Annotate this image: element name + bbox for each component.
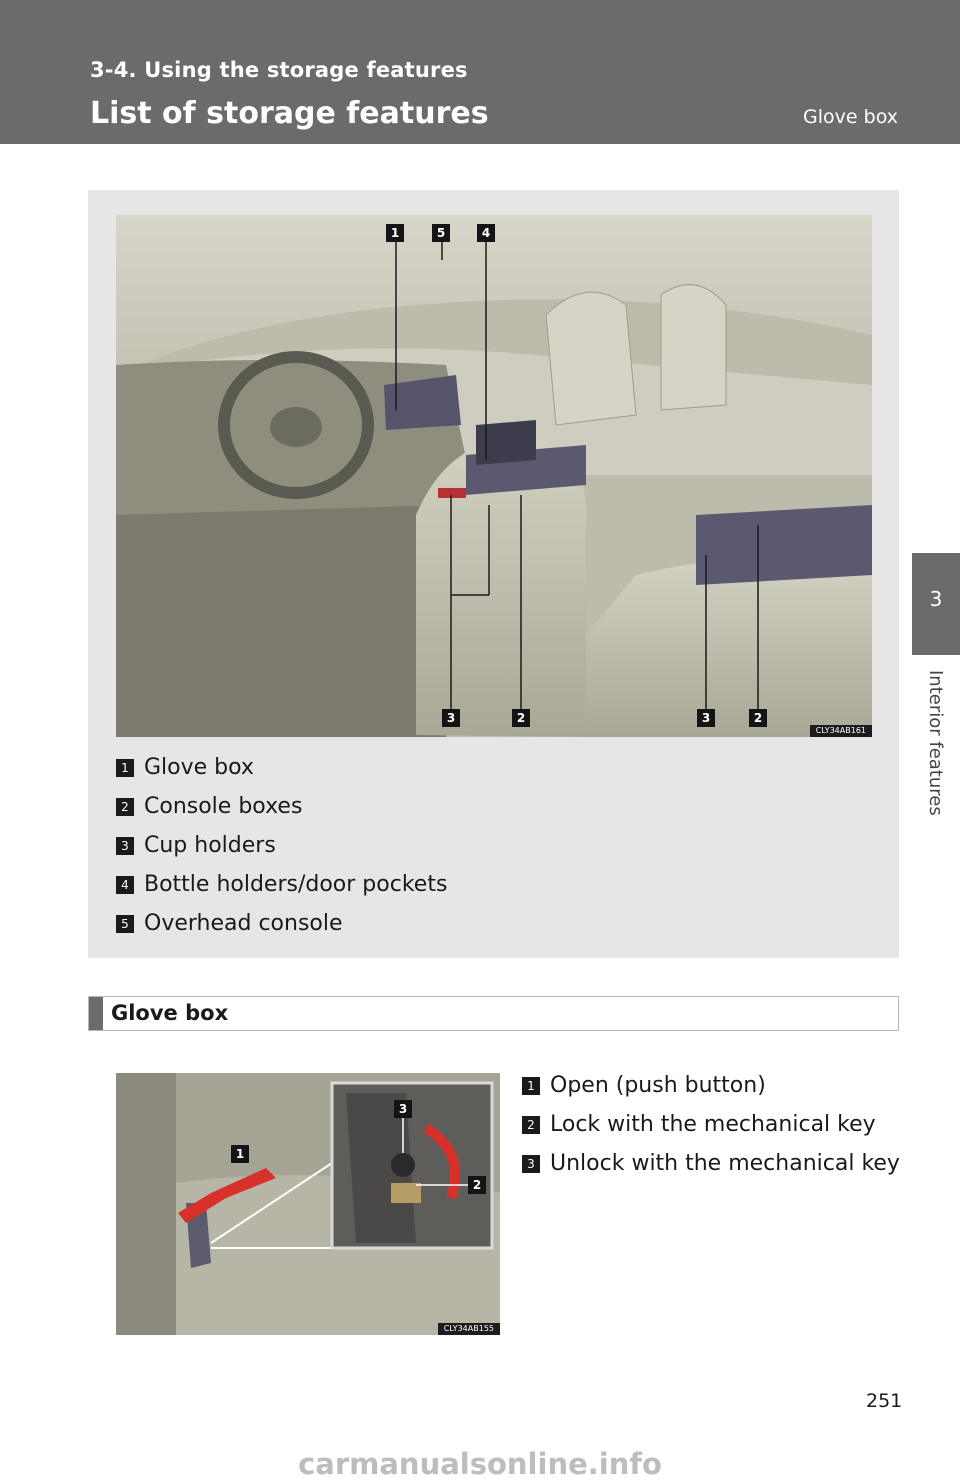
- callout-3-rear: 3: [697, 709, 715, 727]
- glove-callout-1: 1: [231, 1145, 249, 1163]
- glove-callout-3: 3: [394, 1100, 412, 1118]
- step-text: Lock with the mechanical key: [550, 1112, 876, 1137]
- callout-2-rear: 2: [749, 709, 767, 727]
- glove-box-steps: [522, 1066, 942, 1183]
- callout-3-front: 3: [442, 709, 460, 727]
- glove-box-illustration: [116, 1073, 500, 1335]
- step-text: Unlock with the mechanical key: [550, 1151, 900, 1176]
- page-header: [0, 0, 960, 144]
- glove-figure-code: CLY34AB155: [438, 1323, 500, 1335]
- glove-callout-2: 2: [468, 1176, 486, 1194]
- legend-text: Overhead console: [144, 911, 343, 936]
- legend-item: [116, 904, 816, 943]
- heading-text: Glove box: [111, 1001, 229, 1025]
- header-subsection: Glove box: [803, 106, 898, 128]
- step-number: 2: [522, 1116, 540, 1134]
- legend-item: [116, 787, 816, 826]
- legend-number: 5: [116, 915, 134, 933]
- legend-number: 2: [116, 798, 134, 816]
- page-title: List of storage features: [90, 96, 489, 131]
- legend-number: 3: [116, 837, 134, 855]
- callout-1: 1: [386, 224, 404, 242]
- callout-4: 4: [477, 224, 495, 242]
- step-number: 1: [522, 1077, 540, 1095]
- chapter-label: Interior features: [925, 670, 946, 816]
- glove-step: [522, 1105, 942, 1144]
- legend-text: Console boxes: [144, 794, 303, 819]
- glove-step: [522, 1144, 942, 1183]
- legend-text: Bottle holders/door pockets: [144, 872, 448, 897]
- callout-2-front: 2: [512, 709, 530, 727]
- legend-text: Glove box: [144, 755, 254, 780]
- glove-box-drawing: [116, 1073, 500, 1335]
- legend-number: 1: [116, 759, 134, 777]
- section-label: 3-4. Using the storage features: [90, 58, 468, 82]
- car-interior-illustration: [116, 215, 872, 737]
- figure-code: CLY34AB161: [810, 725, 872, 737]
- legend-item: [116, 826, 816, 865]
- heading-bar: [89, 997, 103, 1030]
- chapter-number: 3: [929, 587, 943, 611]
- glove-step: [522, 1066, 942, 1105]
- step-number: 3: [522, 1155, 540, 1173]
- car-interior-drawing: [116, 215, 872, 737]
- chapter-tab: [912, 553, 960, 655]
- legend-number: 4: [116, 876, 134, 894]
- storage-legend: [116, 748, 816, 943]
- page-number: 251: [866, 1390, 903, 1412]
- glove-box-heading: [88, 996, 899, 1031]
- legend-text: Cup holders: [144, 833, 276, 858]
- callout-5: 5: [432, 224, 450, 242]
- watermark: [0, 1444, 960, 1484]
- step-text: Open (push button): [550, 1073, 766, 1098]
- legend-item: [116, 865, 816, 904]
- watermark-text: carmanualsonline.info: [298, 1447, 662, 1481]
- legend-item: [116, 748, 816, 787]
